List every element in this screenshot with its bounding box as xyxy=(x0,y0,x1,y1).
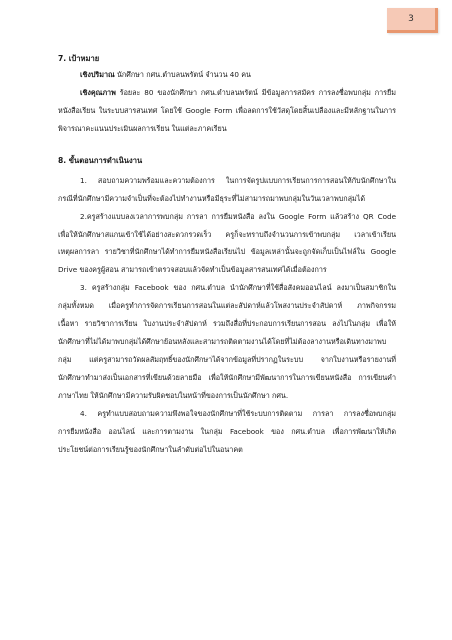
step-4-line-3: ประโยชน์ต่อการเรียนรู้ของนักศึกษาในลำดับต่อไปในอนาคต xyxy=(58,445,243,454)
step-3-line-7: ภาษาไทย ให้นักศึกษามีความรับผิดชอบในหน้าที่ของการเป็นนักศึกษา กศน. xyxy=(58,391,289,400)
quality-target-line-2: หนังสือเรียน ในระบบสารสนเทศ โดยใช้ Google Form เพื่อลดการใช้วัสดุโดยสิ้นเปลืองและมีหลักฐานในการ xyxy=(58,106,396,115)
step-3-line-1: 3. ครูสร้างกลุ่ม Facebook ของ กศน.ตำบล นำนักศึกษาที่ใช้สื่อสังคมออนไลน์ ลงมาเป็นสมาชิกใน xyxy=(80,283,396,292)
step-4-line-2: การยืมหนังสือ ออนไลน์ และการตามงาน ในกลุ่ม Facebook ของ กศน.ตำบล เพื่อการพัฒนาให้เกิด xyxy=(58,427,396,436)
quality-target-line-3: พิจารณาคะแนนประเมินผลการเรียน ในแต่ละภาคเรียน xyxy=(58,124,227,133)
step-3-line-4: นักศึกษาที่ไม่ได้มาพบกลุ่มได้ศึกษาย้อนหลังและสามารถติดตามงานได้โดยที่ไม่ต้องลางานหรือเดินทางมาพบ xyxy=(58,337,387,346)
step-2-line-3: เหตุผลการลา รายวิชาที่นักศึกษาได้ทำการยืมหนังสือเรียนไป ข้อมูลเหล่านั้นจะถูกจัดเก็บเป็นไฟล์ใน Google xyxy=(58,247,396,256)
step-2-line-1: 2.ครูสร้างแบบลงเวลาการพบกลุ่ม การลา การยืมหนังสือ ลงใน Google Form แล้วสร้าง QR Code xyxy=(80,212,396,221)
quantity-label: เชิงปริมาณ xyxy=(80,70,115,79)
step-3-line-2: กลุ่มทั้งหมด เมื่อครูทำการจัดการเรียนการสอนในแต่ละสัปดาห์แล้วโพสงานประจำสัปดาห์ ภาพกิจกรรม xyxy=(58,301,396,310)
page-number: 3 xyxy=(408,14,414,24)
step-4-line-1: 4. ครูทำแบบสอบถามความพึงพอใจของนักศึกษาที่ใช้ระบบการติดตาม การลา การลงชื่อพบกลุ่ม xyxy=(80,409,396,418)
step-1-line-2: กรณีที่นักศึกษามีความจำเป็นที่จะต้องไปทำงานหรือมีธุระที่ไม่สามารถมาพบกลุ่มในวันเวลาพบกลุ่มได้ xyxy=(58,194,366,203)
quality-target-line-1 xyxy=(80,87,396,99)
step-1-line-1: 1. สอบถามความพร้อมและความต้องการ ในการจัดรูปแบบการเรียนการการสอนให้กับนักศึกษาใน xyxy=(80,176,396,185)
step-2-line-2: เพื่อให้นักศึกษาสแกนเข้าใช้ได้อย่างสะดวกรวดเร็ว ครูก็จะทราบถึงจำนวนการเข้าพบกลุ่ม เวลาเข้าเรียน xyxy=(58,230,396,239)
page-number-badge xyxy=(387,8,438,33)
quality-text: ร้อยละ 80 ของนักศึกษา กศน.ตำบลนพรัตน์ มีข้อมูลการสมัคร การลงชื่อพบกลุ่ม การยืม xyxy=(115,88,396,97)
section-7-heading: 7. เป้าหมาย xyxy=(58,54,100,63)
section-8-heading: 8. ขั้นตอนการดำเนินงาน xyxy=(58,156,143,165)
step-3-line-6: นักศึกษาทำมาส่งเป็นเอกสารที่เขียนด้วยลายมือ เพื่อให้นักศึกษามีพัฒนาการในการเขียนหนังสือ การเขียนคำ xyxy=(58,373,396,382)
step-3-line-5: กลุ่ม แต่ครูสามารถวัดผลสัมฤทธิ์ของนักศึกษาได้จากข้อมูลที่ปรากฏในระบบ จากใบงานหรือรายงานที่ xyxy=(58,355,396,364)
step-3-line-3: เนื้อหา รายวิชาการเรียน ใบงานประจำสัปดาห์ รวมถึงสื่อที่ประกอบการเรียนการสอน ลงไปในกลุ่ม เพื่อให้ xyxy=(58,319,396,328)
quantity-text: นักศึกษา กศน.ตำบลนพรัตน์ จำนวน 40 คน xyxy=(114,70,251,79)
quantity-target xyxy=(80,69,396,81)
step-2-line-4: Drive ของครูผู้สอน สามารถเข้าตรวจสอบแล้วจัดทำเป็นข้อมูลสารสนเทศได้เมื่อต้องการ xyxy=(58,265,327,274)
quality-label: เชิงคุณภาพ xyxy=(80,88,116,97)
